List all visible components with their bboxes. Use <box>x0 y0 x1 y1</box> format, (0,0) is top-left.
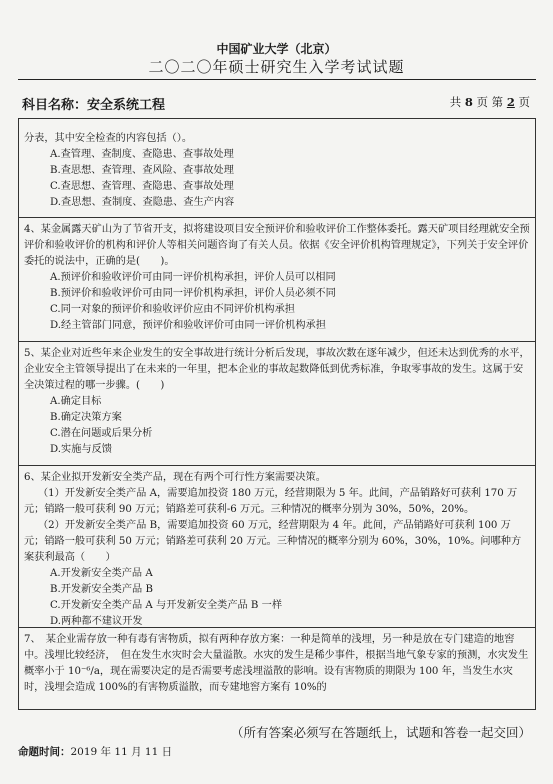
option-c: C.潜在问题或后果分析 <box>50 428 153 439</box>
question-stem: 6、某企业拟开发新安全类产品，现在有两个可行性方案需要决策。 <box>24 472 326 483</box>
question-stem: 分表，其中安全检查的内容包括（）。 <box>24 133 193 144</box>
exam-date-label: 命题时间： <box>18 746 71 758</box>
page-prefix: 共 <box>449 95 462 109</box>
option-c: C.同一对象的预评价和验收评价应由不同评价机构承担 <box>50 304 295 315</box>
option-c: C.查思想、查管理、查隐患、查事故处理 <box>50 181 234 192</box>
exam-date <box>18 744 172 759</box>
question-5 <box>24 346 530 458</box>
question-stem: 5、某企业对近些年来企业发生的安全事故进行统计分析后发现，事故次数在逐年减少，但还未达到优秀的水平，企业安全主管领导提出了在未来的一年里，把本企业的事故起数降低到优秀标准，争取零事故的发生。这属于安全决策过程的哪一步骤。( ) <box>24 348 530 391</box>
answer-instruction: （所有答案必须写在答题纸上，试题和答卷一起交回） <box>230 725 531 740</box>
question-divider <box>19 341 535 342</box>
plan-1: （1）开发新安全类产品 A，需要追加投资 180 万元，经营期限为 5 年。此间，产品销路好可获利 170 万元；销路一般可获利 90 万元；销路差可获利-6 万元。三种情况的概率分别为 30%，50%，20%。 <box>24 488 518 515</box>
option-d: D.两种都不建议开发 <box>50 616 143 627</box>
option-d: D.查思想、查制度、查隐患、查生产内容 <box>50 197 235 208</box>
option-a: A.开发新安全类产品 A <box>50 568 153 579</box>
plan-2: （2）开发新安全类产品 B，需要追加投资 60 万元，经营期限为 4 年。此间，产品销路好可获利 100 万元；销路一般可获利 50 万元；销路差可获利 20 万元。三种情况的概率分别为 60%，30%，10%。问哪种方案获利最高（ ） <box>24 520 522 563</box>
page-indicator <box>450 94 530 110</box>
option-b: B.开发新安全类产品 B <box>50 584 153 595</box>
page-suffix: 页 <box>518 95 530 109</box>
subject-name: 科目名称：安全系统工程 <box>22 98 166 113</box>
option-b: B.预评价和验收评价可由同一评价机构承担，评价人员必须不同 <box>50 288 336 299</box>
university-name: 中国矿业大学（北京） <box>216 42 337 56</box>
exam-title: 二〇二〇年硕士研究生入学考试试题 <box>148 58 405 76</box>
option-a: A.确定目标 <box>50 396 102 407</box>
option-d: D.实施与反馈 <box>50 444 112 455</box>
current-page: 2 <box>506 95 515 109</box>
page-mid: 页 第 <box>476 95 504 109</box>
question-stem: 4、某金属露天矿山为了节省开支，拟将建设项目安全预评价和验收评价工作整体委托。露天矿项目经理就安全预评价和验收评价的机构和评价人等相关问题咨询了有关人员。依据《安全评价机构管理规定》，下列关于安全评价委托的说法中，正确的是( )。 <box>24 224 530 267</box>
option-a: A.预评价和验收评价可由同一评价机构承担，评价人员可以相同 <box>50 272 336 283</box>
option-d: D.经主管部门同意，预评价和验收评价可由同一评价机构承担 <box>50 320 326 331</box>
option-b: B.查思想、查管理、查风险、查事故处理 <box>50 165 234 176</box>
option-c: C.开发新安全类产品 A 与开发新安全类产品 B 一样 <box>50 600 283 611</box>
title-rule <box>18 79 536 80</box>
question-divider <box>19 465 535 466</box>
option-b: B.确定决策方案 <box>50 412 122 423</box>
question-frame <box>18 118 536 710</box>
subject-header <box>22 94 530 114</box>
total-pages: 8 <box>464 95 473 109</box>
question-4 <box>24 222 530 334</box>
question-divider <box>19 217 535 218</box>
option-a: A.查管理、查制度、查隐患、查事故处理 <box>50 149 234 160</box>
question-7 <box>24 632 530 696</box>
question-6 <box>24 470 530 630</box>
question-divider <box>19 627 535 628</box>
exam-date-value: 2019 年 11 月 11 日 <box>70 746 173 758</box>
question-stem: 7、 某企业需存放一种有毒有害物质，拟有两种存放方案：一种是简单的浅埋，另一种是放在专门建造的地窖中。浅埋比较经济， 但在发生水灾时会大量溢散。水灾的发生是稀少事件，根据当地气象专家的预测，水灾发生概率小于 10⁻⁶/a，现在需要决定的是否需要考虑浅埋溢散的影响。设有害物质的期限为 100 年，当发生水灾时，浅埋会造成 100%的有害物质溢散，而专建地窖方案有 10%的 <box>24 634 529 693</box>
question-3-continued <box>24 131 530 211</box>
